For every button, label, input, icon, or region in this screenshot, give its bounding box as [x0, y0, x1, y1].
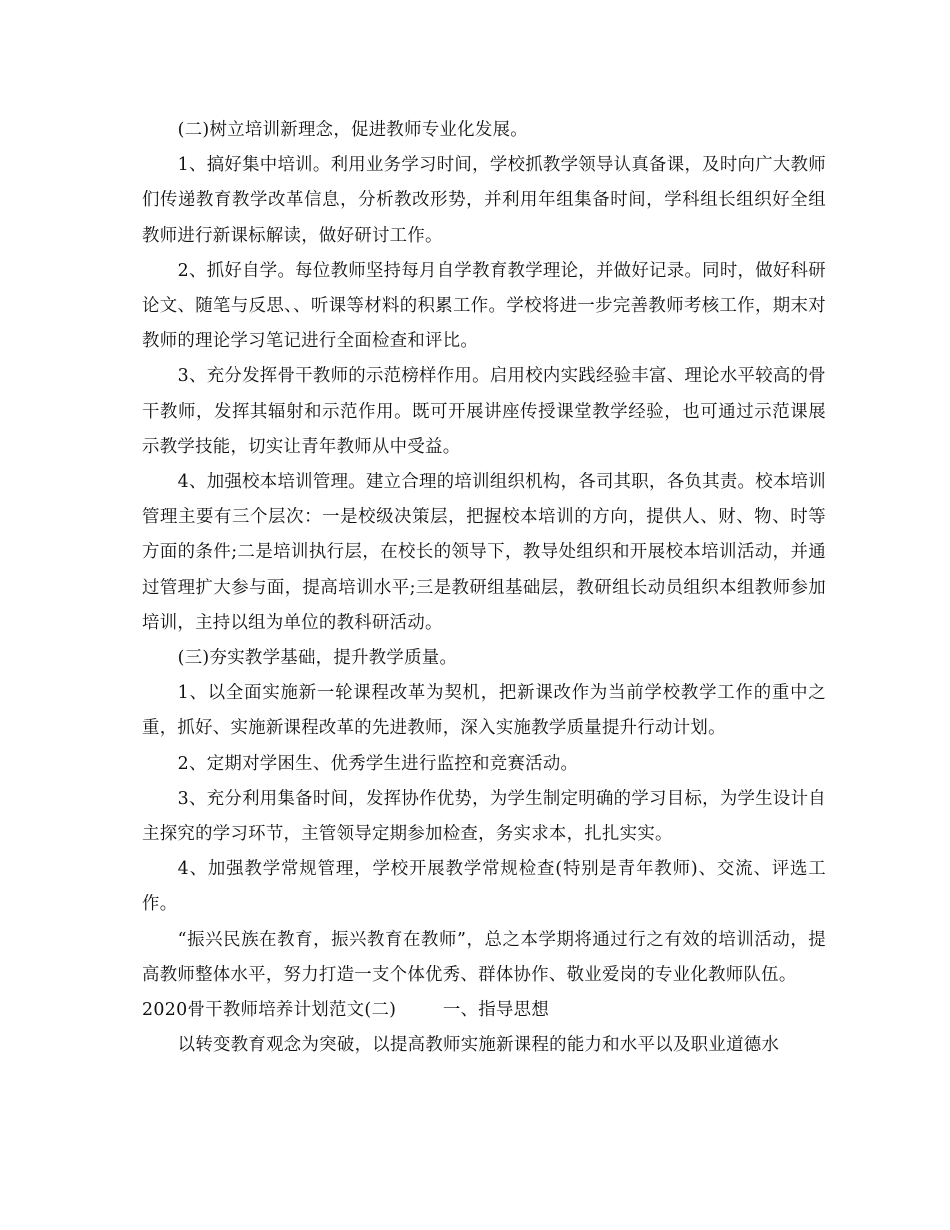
- paragraph: 1、搞好集中培训。利用业务学习时间，学校抓教学领导认真备课，及时向广大教师们传递教育教学改革信息，分析教改形势，并利用年组集备时间，学科组长组织好全组教师进行新课标解读，做好研讨工作。: [142, 155, 826, 246]
- heading-gap: [396, 1000, 443, 1020]
- section-subtitle: 一、指导思想: [442, 1000, 550, 1021]
- paragraph: 3、充分发挥骨干教师的示范榜样作用。启用校内实践经验丰富、理论水平较高的骨干教师，发挥其辐射和示范作用。既可开展讲座传授课堂教学经验，也可通过示范课展示教学技能，切实让青年教师从中受益。: [142, 366, 826, 457]
- section-heading: [142, 993, 826, 1028]
- paragraph: 4、加强教学常规管理，学校开展教学常规检查(特别是青年教师)、交流、评选工作。: [142, 859, 826, 915]
- paragraph: 2、抓好自学。每位教师坚持每月自学教育教学理论，并做好记录。同时，做好科研论文、随笔与反思、、听课等材料的积累工作。学校将进一步完善教师考核工作，期末对教师的理论学习笔记进行全面检查和评比。: [142, 260, 826, 352]
- subsection-heading: (二)树立培训新理念，促进教师专业化发展。: [177, 120, 528, 140]
- document-body: [142, 113, 826, 1063]
- subsection-heading: (三)夯实教学基础，提升教学质量。: [177, 648, 458, 669]
- paragraph: 2、定期对学困生、优秀学生进行监控和竞赛活动。: [177, 753, 579, 774]
- paragraph: 4、加强校本培训管理。建立合理的培训组织机构，各司其职，各负其责。校本培训管理主要有三个层次：一是校级决策层，把握校本培训的方向，提供人、财、物、时等方面的条件;二是培训执行层，在校长的领导下，教导处组织和开展校本培训活动，并通过管理扩大参与面，提高培训水平;三是教研组基础层，教研组长动员组织本组教师参加培训，主持以组为单位的教科研活动。: [142, 472, 826, 633]
- paragraph: “振兴民族在教育，振兴教育在教师”，总之本学期将通过行之有效的培训活动，提高教师整体水平，努力打造一支个体优秀、群体协作、敬业爱岗的专业化教师队伍。: [142, 929, 826, 985]
- paragraph: 3、充分利用集备时间，发挥协作优势，为学生制定明确的学习目标，为学生设计自主探究的学习环节，主管领导定期参加检查，务实求本，扎扎实实。: [142, 788, 826, 845]
- section-title: 2020骨干教师培养计划范文(二): [142, 1000, 397, 1021]
- paragraph: 1、以全面实施新一轮课程改革为契机，把新课改作为当前学校教学工作的重中之重，抓好、实施新课程改革的先进教师，深入实施教学质量提升行动计划。: [142, 683, 826, 739]
- paragraph: 以转变教育观念为突破，以提高教师实施新课程的能力和水平以及职业道德水: [177, 1035, 780, 1056]
